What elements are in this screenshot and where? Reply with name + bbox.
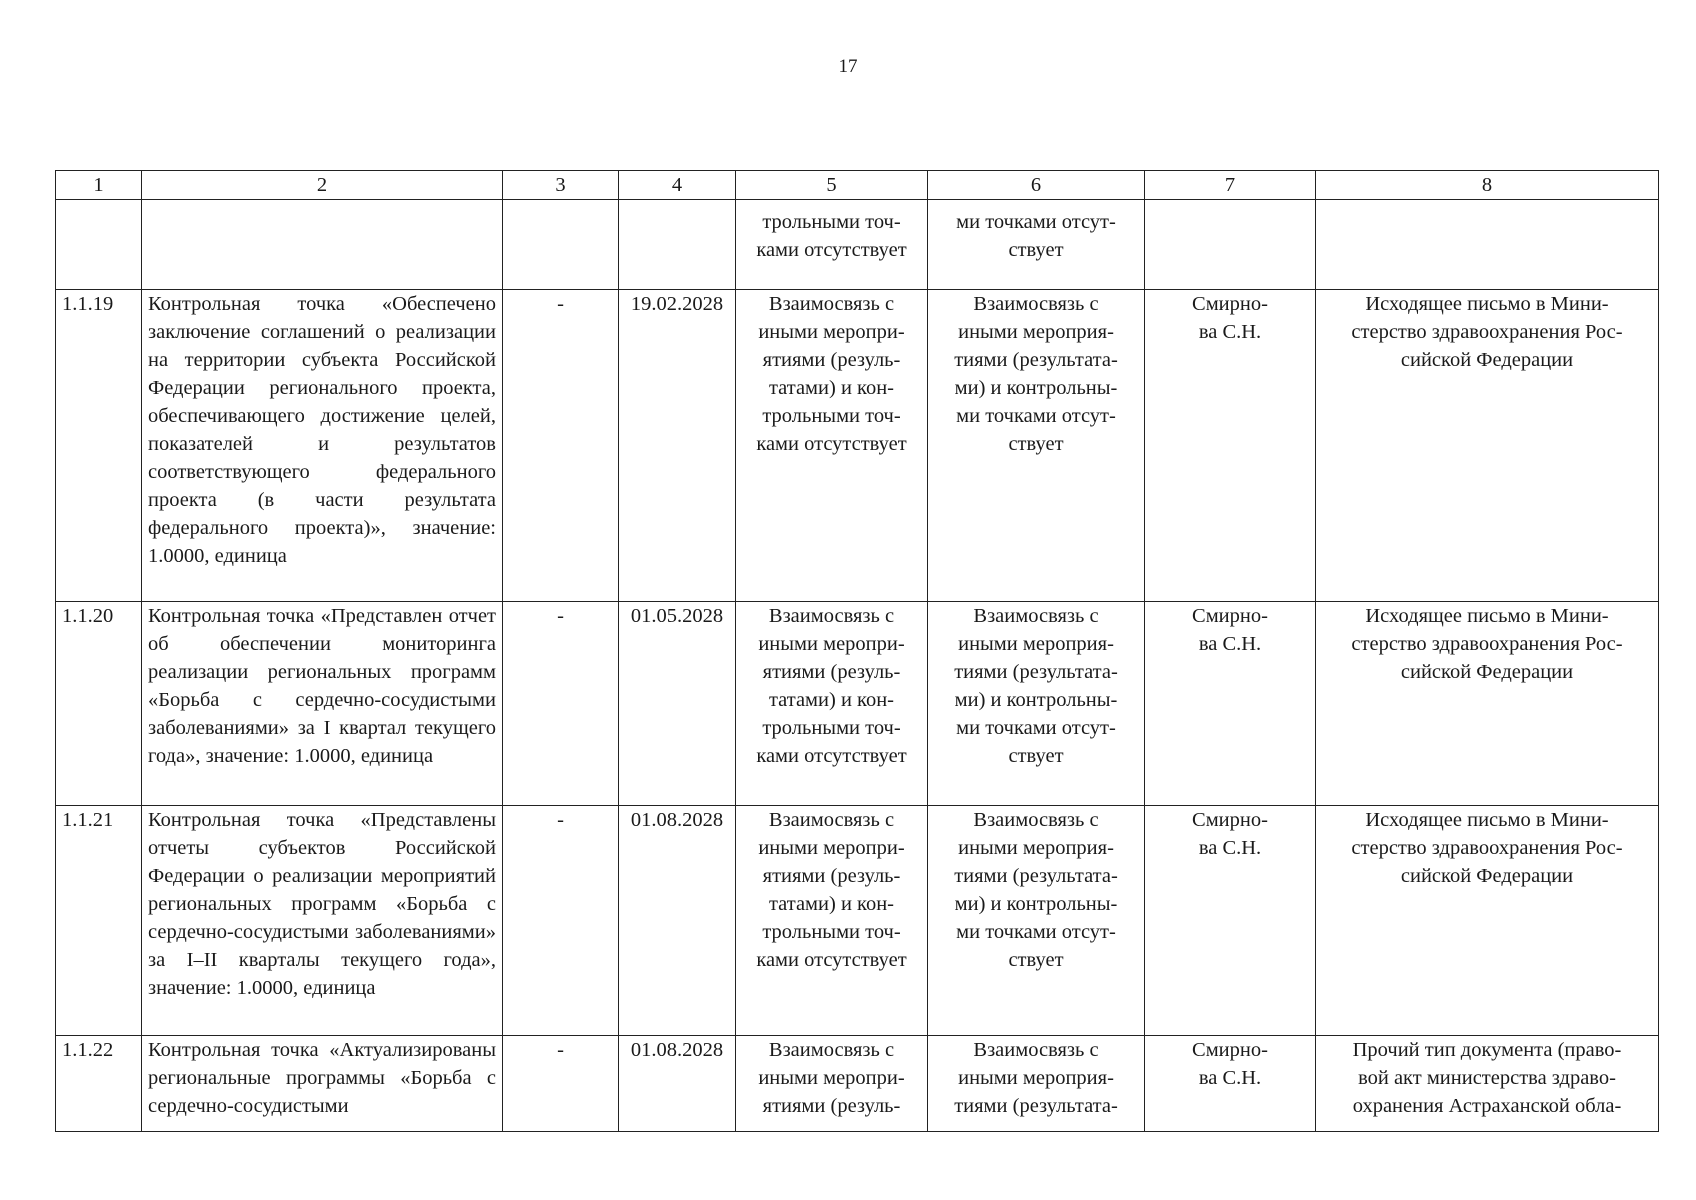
cell-number xyxy=(56,200,142,290)
cell-document: Исходящее письмо в Мини- стерство здравоохранения Рос- сийской Федерации xyxy=(1316,806,1659,1036)
column-header-8: 8 xyxy=(1316,171,1659,200)
cell-number: 1.1.19 xyxy=(56,290,142,602)
cell-relation-results: Взаимосвязь с иными мероприя- тиями (результата- ми) и контрольны- ми точками отсут- ствует xyxy=(928,290,1145,602)
cell-col3: - xyxy=(503,290,619,602)
cell-relation-events: Взаимосвязь с иными меропри- ятиями (резуль- xyxy=(736,1036,928,1132)
column-header-6: 6 xyxy=(928,171,1145,200)
cell-date xyxy=(619,200,736,290)
cell-date: 01.05.2028 xyxy=(619,602,736,806)
table-row xyxy=(56,1036,1659,1132)
cell-date: 01.08.2028 xyxy=(619,806,736,1036)
cell-name: Контрольная точка «Обеспечено заключение соглашений о реализации на территории субъекта Российской Федерации регионального проекта, обеспечивающего достижение целей, показателей и результатов соответствующего федерального проекта (в части результата федерального проекта)», значение: 1.0000, единица xyxy=(142,290,503,602)
cell-number: 1.1.20 xyxy=(56,602,142,806)
cell-name xyxy=(142,200,503,290)
table-row xyxy=(56,290,1659,602)
cell-date: 01.08.2028 xyxy=(619,1036,736,1132)
cell-relation-results: Взаимосвязь с иными мероприя- тиями (результата- ми) и контрольны- ми точками отсут- ствует xyxy=(928,602,1145,806)
cell-name: Контрольная точка «Актуализированы региональные программы «Борьба с сердечно-сосудистыми xyxy=(142,1036,503,1132)
cell-relation-events: трольными точ- ками отсутствует xyxy=(736,200,928,290)
cell-col3: - xyxy=(503,602,619,806)
cell-number: 1.1.22 xyxy=(56,1036,142,1132)
cell-responsible: Смирно- ва С.Н. xyxy=(1145,290,1316,602)
cell-relation-results: ми точками отсут- ствует xyxy=(928,200,1145,290)
cell-relation-events: Взаимосвязь с иными меропри- ятиями (резуль- татами) и кон- трольными точ- ками отсутствует xyxy=(736,602,928,806)
cell-name: Контрольная точка «Представлен отчет об обеспечении мониторинга реализации региональных программ «Борьба с сердечно-сосудистыми заболеваниями» за I квартал текущего года», значение: 1.0000, единица xyxy=(142,602,503,806)
column-header-4: 4 xyxy=(619,171,736,200)
cell-document: Исходящее письмо в Мини- стерство здравоохранения Рос- сийской Федерации xyxy=(1316,602,1659,806)
cell-document: Прочий тип документа (право- вой акт министерства здраво- охранения Астраханской обла- xyxy=(1316,1036,1659,1132)
cell-number: 1.1.21 xyxy=(56,806,142,1036)
cell-document xyxy=(1316,200,1659,290)
cell-responsible: Смирно- ва С.Н. xyxy=(1145,806,1316,1036)
table-row xyxy=(56,602,1659,806)
cell-responsible: Смирно- ва С.Н. xyxy=(1145,602,1316,806)
column-header-3: 3 xyxy=(503,171,619,200)
cell-relation-events: Взаимосвязь с иными меропри- ятиями (резуль- татами) и кон- трольными точ- ками отсутствует xyxy=(736,290,928,602)
cell-date: 19.02.2028 xyxy=(619,290,736,602)
header-row xyxy=(56,171,1659,200)
cell-relation-results: Взаимосвязь с иными мероприя- тиями (результата- xyxy=(928,1036,1145,1132)
cell-responsible xyxy=(1145,200,1316,290)
column-header-2: 2 xyxy=(142,171,503,200)
table-row xyxy=(56,806,1659,1036)
page-number: 17 xyxy=(838,56,858,77)
cell-name: Контрольная точка «Представлены отчеты субъектов Российской Федерации о реализации мероприятий региональных программ «Борьба с сердечно-сосудистыми заболеваниями» за I–II кварталы текущего года», значение: 1.0000, единица xyxy=(142,806,503,1036)
cell-relation-results: Взаимосвязь с иными мероприя- тиями (результата- ми) и контрольны- ми точками отсут- ствует xyxy=(928,806,1145,1036)
continuation-row xyxy=(56,200,1659,290)
control-points-table xyxy=(55,170,1659,1132)
column-header-1: 1 xyxy=(56,171,142,200)
cell-col3 xyxy=(503,200,619,290)
cell-responsible: Смирно- ва С.Н. xyxy=(1145,1036,1316,1132)
cell-relation-events: Взаимосвязь с иными меропри- ятиями (резуль- татами) и кон- трольными точ- ками отсутствует xyxy=(736,806,928,1036)
column-header-5: 5 xyxy=(736,171,928,200)
cell-col3: - xyxy=(503,806,619,1036)
column-header-7: 7 xyxy=(1145,171,1316,200)
cell-document: Исходящее письмо в Мини- стерство здравоохранения Рос- сийской Федерации xyxy=(1316,290,1659,602)
cell-col3: - xyxy=(503,1036,619,1132)
